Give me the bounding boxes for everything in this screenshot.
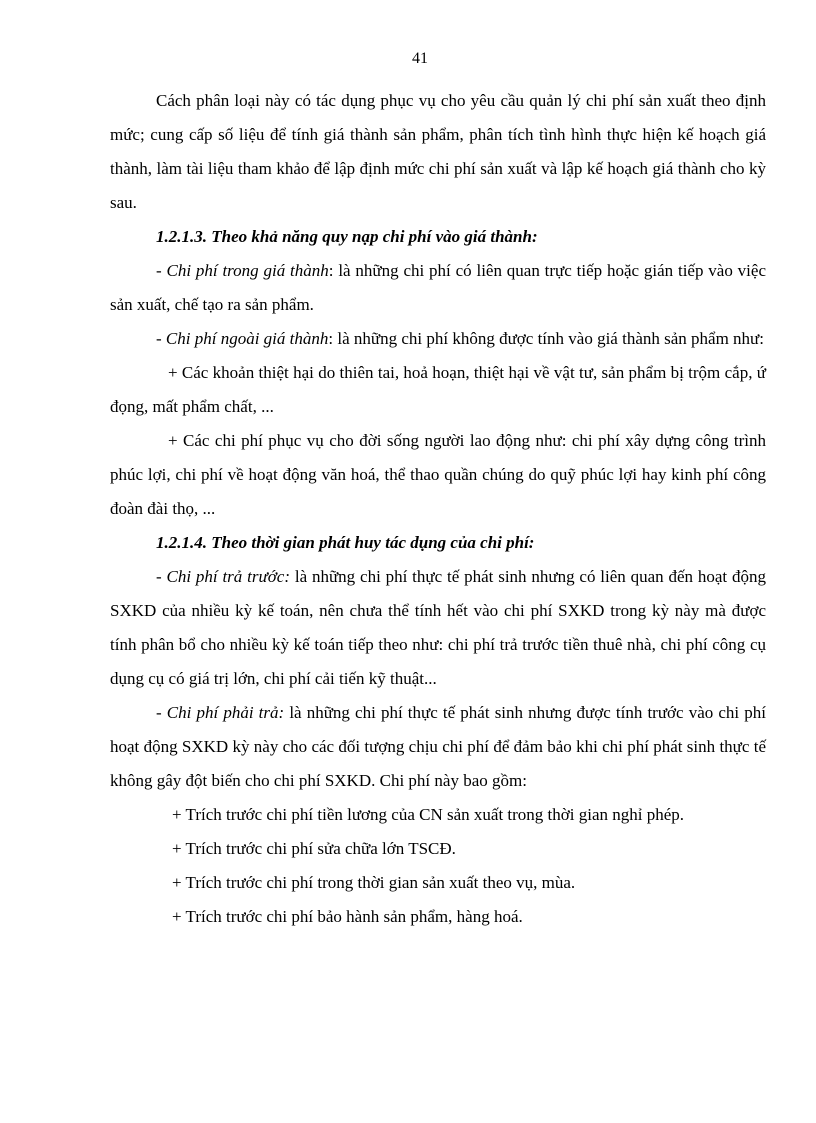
term-accrued-costs: Chi phí phải trả: bbox=[166, 703, 285, 722]
term-prepaid-costs: Chi phí trả trước: bbox=[166, 567, 291, 586]
definition-text: : là những chi phí không được tính vào giá thành sản phẩm như: bbox=[328, 329, 764, 348]
paragraph-welfare-costs: + Các chi phí phục vụ cho đời sống người lao động như: chi phí xây dựng công trình phúc lợi, chi phí về hoạt động văn hoá, thể thao quần chúng do quỹ phúc lợi hay kinh phí công đoàn đài thọ, ... bbox=[110, 431, 766, 518]
dash: - bbox=[156, 329, 166, 348]
paragraph-cost-outside-price bbox=[110, 322, 766, 356]
list-item: + Trích trước chi phí bảo hành sản phẩm, hàng hoá. bbox=[172, 907, 523, 926]
document-body bbox=[110, 84, 766, 934]
paragraph-prepaid-costs bbox=[110, 560, 766, 696]
definition-text: : là những chi phí có liên quan trực tiếp hoặc gián tiếp vào việc sản xuất, chế tạo ra sản phẩm. bbox=[110, 261, 766, 314]
paragraph-damages: + Các khoản thiệt hại do thiên tai, hoả hoạn, thiệt hại về vật tư, sản phẩm bị trộm cắp, ứ đọng, mất phẩm chất, ... bbox=[110, 363, 766, 416]
term-cost-in-price: Chi phí trong giá thành bbox=[166, 261, 329, 280]
list-item: + Trích trước chi phí trong thời gian sản xuất theo vụ, mùa. bbox=[172, 873, 576, 892]
list-item: + Trích trước chi phí tiền lương của CN sản xuất trong thời gian nghỉ phép. bbox=[172, 805, 685, 824]
section-heading-1-2-1-3: 1.2.1.3. Theo khả năng quy nạp chi phí vào giá thành: bbox=[156, 227, 538, 246]
paragraph-accrued-costs bbox=[110, 696, 766, 798]
section-heading-1-2-1-4: 1.2.1.4. Theo thời gian phát huy tác dụng của chi phí: bbox=[156, 533, 535, 552]
dash: - bbox=[156, 567, 167, 586]
page-number: 41 bbox=[412, 50, 428, 67]
term-cost-outside-price: Chi phí ngoài giá thành bbox=[165, 329, 329, 348]
dash: - bbox=[156, 261, 167, 280]
definition-text: là những chi phí thực tế phát sinh nhưng có liên quan đến hoạt động SXKD của nhiều kỳ kế toán, nên chưa thể tính hết vào chi phí SXKD trong kỳ này mà được tính phân bổ cho nhiều kỳ kế toán tiếp theo như: chi phí trả trước tiền thuê nhà, chi phí công cụ dụng cụ có giá trị lớn, chi phí cải tiến kỹ thuật... bbox=[110, 567, 766, 688]
paragraph-cost-in-price bbox=[110, 254, 766, 322]
dash: - bbox=[156, 703, 167, 722]
paragraph-intro: Cách phân loại này có tác dụng phục vụ cho yêu cầu quản lý chi phí sản xuất theo định mức; cung cấp số liệu để tính giá thành sản phẩm, phân tích tình hình thực hiện kế hoạch giá thành, làm tài liệu tham khảo để lập định mức chi phí sản xuất và lập kế hoạch giá thành cho kỳ sau. bbox=[110, 91, 766, 212]
definition-text: là những chi phí thực tế phát sinh nhưng được tính trước vào chi phí hoạt động SXKD kỳ này cho các đối tượng chịu chi phí để đảm bảo khi chi phí phát sinh thực tế không gây đột biến cho chi phí SXKD. Chi phí này bao gồm: bbox=[110, 703, 766, 790]
list-item: + Trích trước chi phí sửa chữa lớn TSCĐ. bbox=[172, 839, 456, 858]
